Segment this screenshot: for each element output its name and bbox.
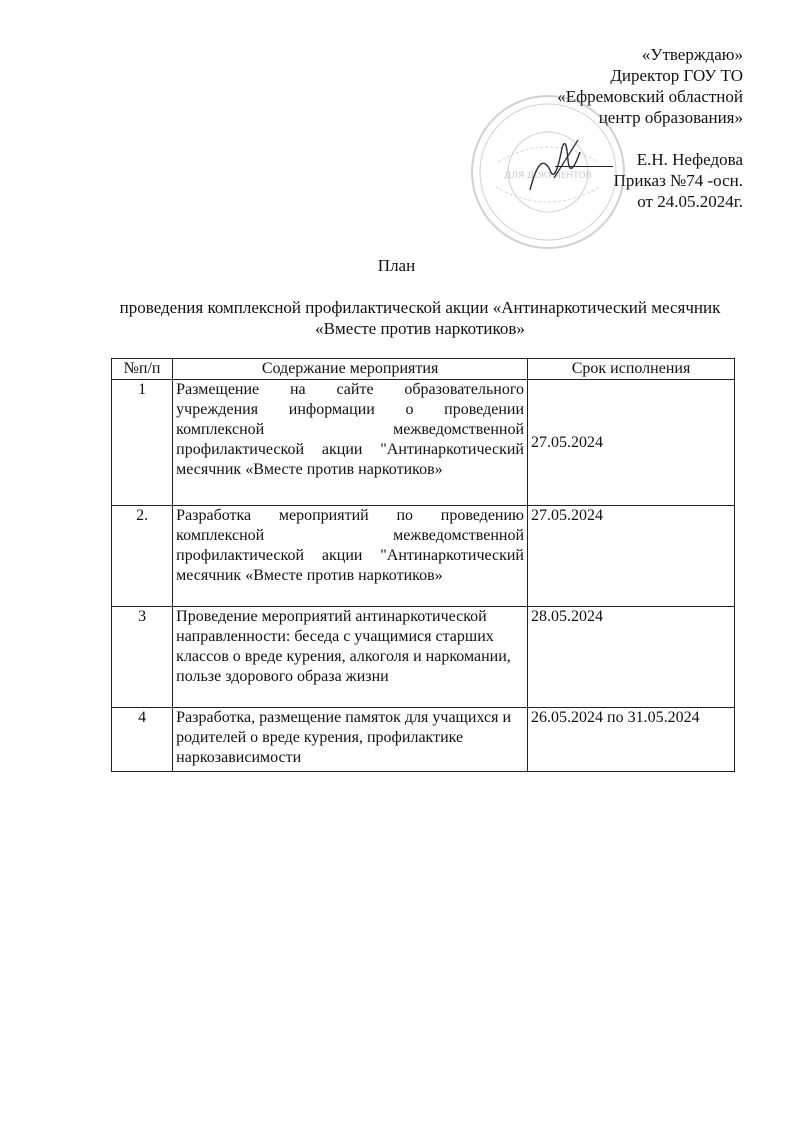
plan-table [111,358,735,772]
document-title: План [377,256,416,275]
table-row [112,708,735,772]
row-deadline: 27.05.2024 [528,380,735,506]
row-number: 4 [112,708,173,772]
row-deadline: 28.05.2024 [528,607,735,708]
document-subtitle: проведения комплексной профилактической акции «Антинаркотический месячник «Вместе против наркотиков» [119,298,721,338]
order-date: от 24.05.2024г. [637,192,743,211]
order-number: Приказ №74 -осн. [613,171,743,190]
table-row [112,506,735,607]
signature-row [423,149,743,170]
row-content: Разработка, размещение памяток для учащихся и родителей о вреде курения, профилактике наркозависимости [173,708,528,772]
row-number: 2. [112,506,173,607]
row-content: Разработка мероприятий по проведению комплексной межведомственной профилактической акции "Антинаркотический месячник «Вместе против наркотиков» [173,506,528,607]
row-deadline: 26.05.2024 по 31.05.2024 [528,708,735,772]
row-number: 3 [112,607,173,708]
approval-organization-line2: центр образования» [598,108,743,127]
header-deadline: Срок исполнения [528,359,735,380]
signature-line [555,166,613,167]
row-content: Проведение мероприятий антинаркотической направленности: беседа с учащимися старших классов о вреде курения, алкоголя и наркомании, пользе здорового образа жизни [173,607,528,708]
table-row [112,607,735,708]
header-number: №п/п [112,359,173,380]
row-content: Размещение на сайте образовательного учреждения информации о проведении комплексной межведомственной профилактической акции "Антинаркотический месячник «Вместе против наркотиков» [173,380,528,506]
approval-heading: «Утверждаю» [641,45,743,64]
approval-block [423,44,743,212]
row-number: 1 [112,380,173,506]
table-row [112,380,735,506]
approval-spacer [423,128,743,149]
table-header-row [112,359,735,380]
approval-organization-line1: «Ефремовский областной [557,87,743,106]
approval-position: Директор ГОУ ТО [610,66,743,85]
stamp-label: ДЛЯ ДОКУМЕНТОВ [504,171,592,181]
header-content: Содержание мероприятия [173,359,528,380]
row-deadline: 27.05.2024 [528,506,735,607]
director-name: Е.Н. Нефедова [636,150,743,169]
